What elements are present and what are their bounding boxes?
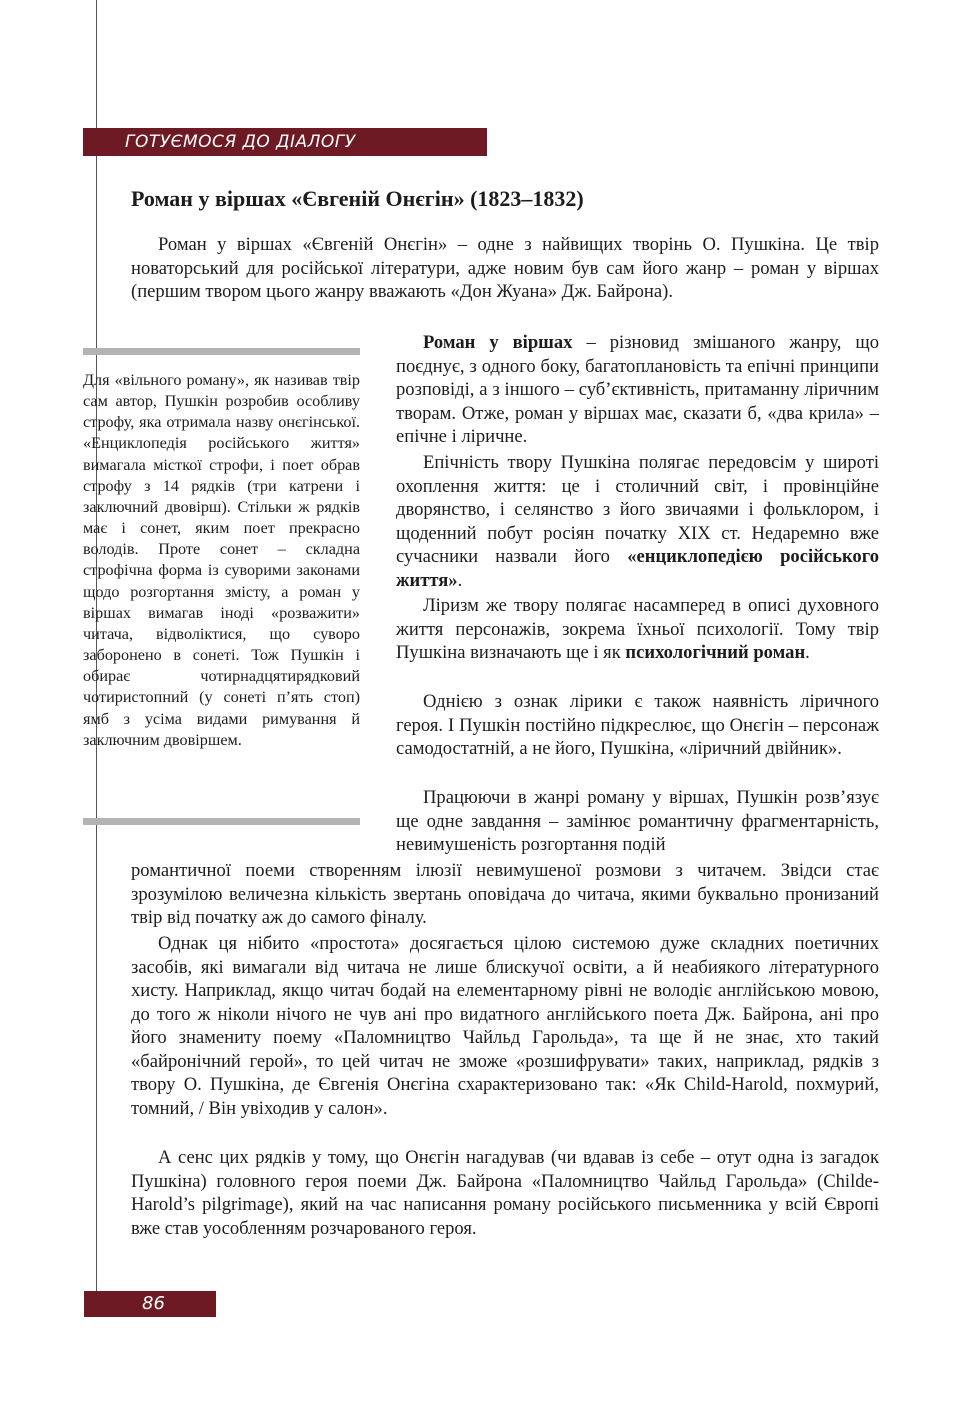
- paragraph-dialogue-start: Працюючи в жанрі роману у віршах, Пушкін розв’язує ще одне завдання – замінює романтичну фрагментарність, невимушеність розгортання подій: [396, 787, 879, 855]
- paragraph-dialogue-continued: романтичної поеми створенням ілюзії невимушеної розмови з читачем. Звідси стає зрозумілою величезна кількість звертань оповідача до читача, якими буквально пронизаний твір від початку аж до самого фіналу.: [131, 860, 879, 928]
- section-label: ГОТУЄМОСЯ ДО ДІАЛОГУ: [125, 132, 356, 152]
- paragraph-meaning: А сенс цих рядків у тому, що Онєгін нагадував (чи вдавав із себе – отут одна із загадок Пушкіна) головного героя поеми Дж. Байрона «Паломництво Чайльд Гарольда» (Childe-Harold’s pilgrimage), який на час написання роману російського письменника у всій Європі вже став уособленням розчарованого героя.: [131, 1147, 879, 1239]
- paragraph-lyrical-hero: Однією з ознак лірики є також наявність ліричного героя. І Пушкін постійно підкреслює, що Онєгін – персонаж самодостатній, а не його, Пушкіна, «ліричний двійник».: [396, 691, 879, 759]
- term-encyclopedia: «енциклопедією російського життя»: [396, 546, 879, 591]
- paragraph-definition: [396, 331, 879, 449]
- sidebar-note: Для «вільного роману», як називав твір сам автор, Пушкін розробив особливу строфу, яка отримала назву онєгінської. «Енциклопедія російського життя» вимагала місткої строфи, і поет обрав строфу з 14 рядків (три катрени і заключний двовірш). Стільки ж рядків має і сонет, яким поет прекрасно володів. Проте сонет – складна строфічна форма із суворими законами щодо розгортання змісту, а роман у віршах вимагав іноді «розважити» читача, відволіктися, що суворо заборонено в сонеті. Тож Пушкін і обирає чотирнадцятирядковий чотиристопний (у сонеті п’ять стоп) ямб з усіма видами римування й заключним двовіршем.: [83, 371, 360, 749]
- epic-end: .: [457, 569, 463, 591]
- paragraph-lyricism: [396, 594, 879, 665]
- epic-text: Епічність твору Пушкіна полягає передовсім у широті охоплення життя: це і столичний світ, і провінційне дворянство, і селянство з його звичаями і фольклором, і щоденний побут росіян початку XIX ст. Недаремно вже сучасники назвали його: [396, 452, 879, 567]
- sidebar-top-rule: [83, 348, 360, 355]
- lyricism-text: Ліризм же твору полягає насамперед в описі духовного життя персонажів, зокрема їхньої психології. Тому твір Пушкіна визначають ще і як: [396, 595, 879, 663]
- paragraph-simplicity: Однак ця нібито «простота» досягається цілою системою дуже складних поетичних засобів, які вимагали від читача не лише блискучої освіти, а й неабиякого літературного хисту. Наприклад, якщо читач бодай на елементарному рівні не володіє англійською мовою, до того ж ніколи нічого не чув ані про видатного англійського поета Дж. Байрона, ані про його знамениту поему «Паломництво Чайльд Гарольда», та ще й не знає, хто такий «байронічний герой», то цей читач не зможе «розшифрувати» таких, наприклад, рядків з твору О. Пушкіна, де Євгенія Онєгіна схарактеризовано так: «Як Child-Harold, похмурий, томний, / Він увіходив у салон».: [131, 933, 879, 1119]
- term-novel-in-verse: Роман у віршах: [423, 332, 573, 353]
- intro-paragraph: Роман у віршах «Євгеній Онєгін» – одне з найвищих творінь О. Пушкіна. Це твір новаторський для російської літератури, адже новим був сам його жанр – роман у віршах (першим твором цього жанру вважають «Дон Жуана» Дж. Байрона).: [131, 234, 879, 302]
- sidebar-bottom-rule: [83, 818, 360, 825]
- paragraph-epic: [396, 451, 879, 592]
- page-number-box: [84, 1291, 216, 1317]
- page-number: 86: [142, 1293, 165, 1314]
- page-title: Роман у віршах «Євгеній Онєгін» (1823–1832): [131, 186, 584, 211]
- section-banner: [83, 128, 487, 156]
- term-psychological-novel: психологічний роман: [625, 642, 806, 663]
- definition-text: – різновид змішаного жанру, що поєднує, з одного боку, багатоплановість та епічні принципи розповіді, а з іншого – суб’єктивність, притаманну ліричним творам. Отже, роман у віршах має, сказати б, «два крила» – епічне і ліричне.: [396, 332, 879, 447]
- lyricism-end: .: [805, 642, 810, 663]
